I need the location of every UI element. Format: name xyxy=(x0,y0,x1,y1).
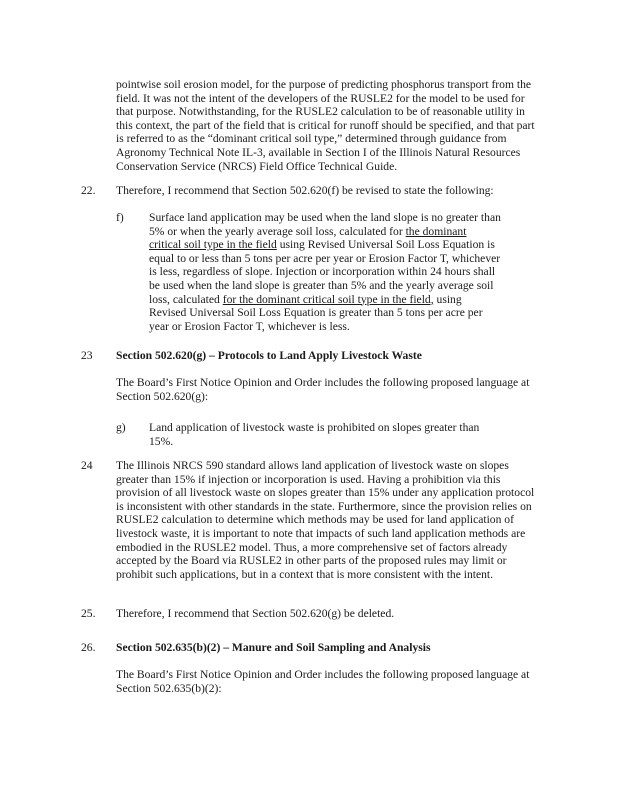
paragraph-24-text: The Illinois NRCS 590 standard allows land application of livestock waste on slopes greater than 15% if injection or incorporation is used. Having a prohibition via this provision of all livestock waste on slopes greater than 15% under any application protocol is inconsistent with other standards in the state. Furthermore, since the provision relies on RUSLE2 calculation to determine which methods may be used for land application of livestock waste, it is important to note that impacts of such land application methods are embodied in the RUSLE2 model. Thus, a more comprehensive set of factors already accepted by the Board via RUSLE2 in other parts of the proposed rules may limit or prohibit such applications, but in a context that is more consistent with the intent. xyxy=(116,459,535,581)
f-text-part1: Surface land application may be used when the land slope is no greater than 5% or when the yearly average soil loss, calculated for xyxy=(149,211,501,238)
paragraph-number-23: 23 xyxy=(81,349,93,362)
subsection-g-label: g) xyxy=(116,421,126,434)
section-502-635b2-heading: Section 502.635(b)(2) – Manure and Soil Sampling and Analysis xyxy=(116,641,431,654)
f-underline-2: for the dominant critical soil type in the field, xyxy=(222,292,434,306)
f-text-part3: using Revised Universal Soil Loss Equation is greater than 5 tons per acre per year or Erosion Factor T, whichever is less. xyxy=(149,292,483,333)
paragraph-25-text: Therefore, I recommend that Section 502.620(g) be deleted. xyxy=(116,607,395,620)
paragraph-23-text: The Board’s First Notice Opinion and Order includes the following proposed language at Section 502.620(g): xyxy=(116,376,530,403)
subsection-f-label: f) xyxy=(116,211,124,224)
paragraph-number-24: 24 xyxy=(81,459,93,472)
paragraph-number-22: 22. xyxy=(81,184,96,197)
subsection-f-text xyxy=(149,211,501,333)
intro-paragraph: pointwise soil erosion model, for the purpose of predicting phosphorus transport from the field. It was not the intent of the developers of the RUSLE2 for the model to be used for that purpose. Notwithstanding, for the RUSLE2 calculation to be of reasonable utility in this context, the part of the field that is critical for runoff should be specified, and that part is referred to as the “dominant critical soil type,” determined through guidance from Agronomy Technical Note IL-3, available in Section I of the Illinois Natural Resources Conservation Service (NRCS) Field Office Technical Guide. xyxy=(116,78,535,173)
f-text-part2: using Revised Universal Soil Loss Equation is equal to or less than 5 tons per acre per year or Erosion Factor T, whichever is less, regardless of slope. Injection or incorporation within 24 hours shall be used when the land slope is greater than 5% and the yearly average soil loss, calculated xyxy=(149,238,501,306)
subsection-g-text: Land application of livestock waste is prohibited on slopes greater than 15%. xyxy=(149,421,480,448)
paragraph-26-text: The Board’s First Notice Opinion and Order includes the following proposed language at Section 502.635(b)(2): xyxy=(116,668,530,695)
section-502-620g-heading: Section 502.620(g) – Protocols to Land Apply Livestock Waste xyxy=(116,349,422,362)
f-underline-1: the dominant critical soil type in the field xyxy=(149,224,467,252)
paragraph-22-text: Therefore, I recommend that Section 502.620(f) be revised to state the following: xyxy=(116,184,494,197)
paragraph-number-25: 25. xyxy=(81,607,96,620)
paragraph-number-26: 26. xyxy=(81,641,96,654)
